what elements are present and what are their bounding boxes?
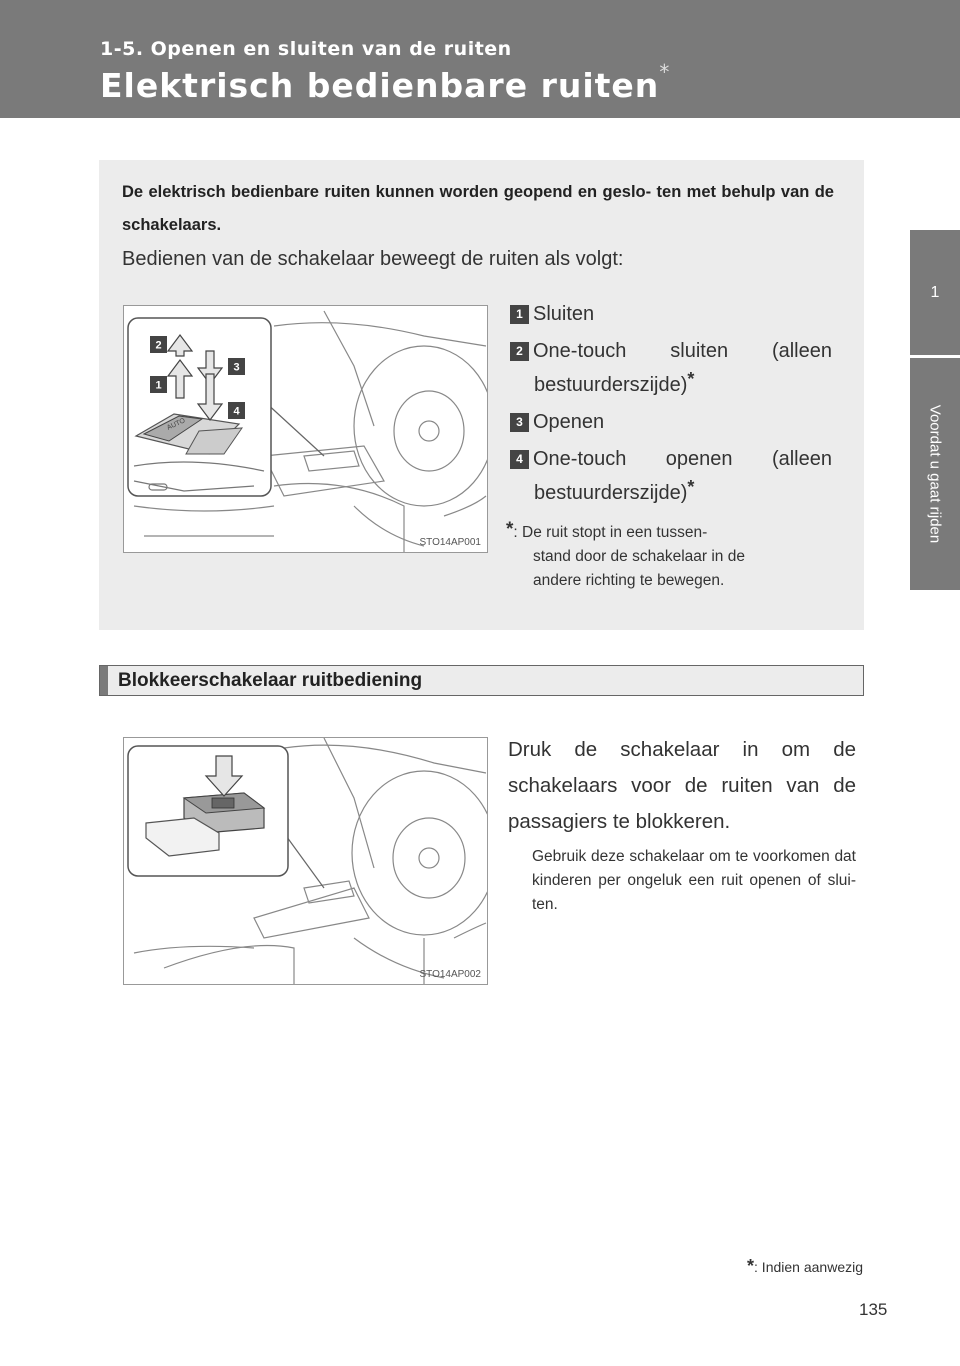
callout-2: 2 <box>155 339 162 352</box>
intro-bold-text: De elektrisch bedienbare ruiten kunnen worden geopend en geslo- ten met behulp van de schakelaars. <box>122 183 834 234</box>
step-one-touch-open <box>510 445 832 507</box>
callout-4: 4 <box>233 405 240 418</box>
step-number-badge: 4 <box>510 450 529 469</box>
step-close <box>510 300 832 328</box>
figure-code: STO14AP002 <box>419 969 481 980</box>
step-open <box>510 408 832 436</box>
callout-1: 1 <box>155 379 162 392</box>
subsection-accent <box>100 666 108 695</box>
page-title-text: Elektrisch bedienbare ruiten <box>100 66 660 105</box>
step-note <box>506 518 832 593</box>
note-line: stand door de schakelaar in de <box>533 548 745 565</box>
step-label-part: One-touch <box>533 448 627 470</box>
figure-code: STO14AP001 <box>419 537 481 548</box>
step-label-part: (alleen <box>771 448 832 470</box>
note-mark: * <box>506 519 514 540</box>
footnote-text: : Indien aanwezig <box>754 1259 863 1275</box>
step-label: Openen <box>533 411 605 433</box>
step-one-touch-close <box>510 337 832 399</box>
step-label-part: bestuurderszijde) <box>534 374 688 396</box>
step-number-badge: 2 <box>510 342 529 361</box>
lock-switch-note: Gebruik deze schakelaar om te voorkomen dat kinderen per ongeluk een ruit openen of slui- ten. <box>532 848 856 913</box>
step-number-badge: 3 <box>510 413 529 432</box>
lock-switch-drawing <box>124 738 487 984</box>
step-label-part: (alleen <box>771 340 832 362</box>
availability-mark: * <box>687 369 695 389</box>
auto-switch-label: AUTO <box>165 417 187 432</box>
subsection-header <box>99 665 864 696</box>
step-label-part: bestuurderszijde) <box>534 482 688 504</box>
step-number-badge: 1 <box>510 305 529 324</box>
subsection-title: Blokkeerschakelaar ruitbediening <box>118 670 423 691</box>
window-switch-drawing <box>124 306 487 552</box>
step-label: Sluiten <box>533 303 595 325</box>
step-label-part: openen <box>665 448 733 470</box>
intro-lead: Bedienen van de schakelaar beweegt de ruiten als volgt: <box>122 248 624 270</box>
callout-3: 3 <box>233 361 240 374</box>
footnote-mark: * <box>747 1256 755 1276</box>
operation-steps <box>510 300 832 516</box>
chapter-title: Voordat u gaat rijden <box>926 404 944 544</box>
availability-mark: * <box>687 477 695 497</box>
step-label-part: sluiten <box>670 340 729 362</box>
availability-footnote <box>747 1256 863 1277</box>
chapter-number-tab: 1 <box>910 230 960 355</box>
page-number: 135 <box>859 1300 888 1319</box>
section-label: 1-5. Openen en sluiten van de ruiten <box>100 38 512 60</box>
title-availability-mark: * <box>659 60 671 84</box>
lock-switch-instruction: Druk de schakelaar in om de schakelaars voor de ruiten van de passagiers te blokkeren. <box>508 738 856 833</box>
window-switch-illustration <box>123 305 488 553</box>
lock-switch-illustration <box>123 737 488 985</box>
note-line: : De ruit stopt in een tussen- <box>513 524 708 541</box>
page-title <box>100 60 671 105</box>
note-line: andere richting te bewegen. <box>533 572 725 589</box>
step-label-part: One-touch <box>533 340 627 362</box>
